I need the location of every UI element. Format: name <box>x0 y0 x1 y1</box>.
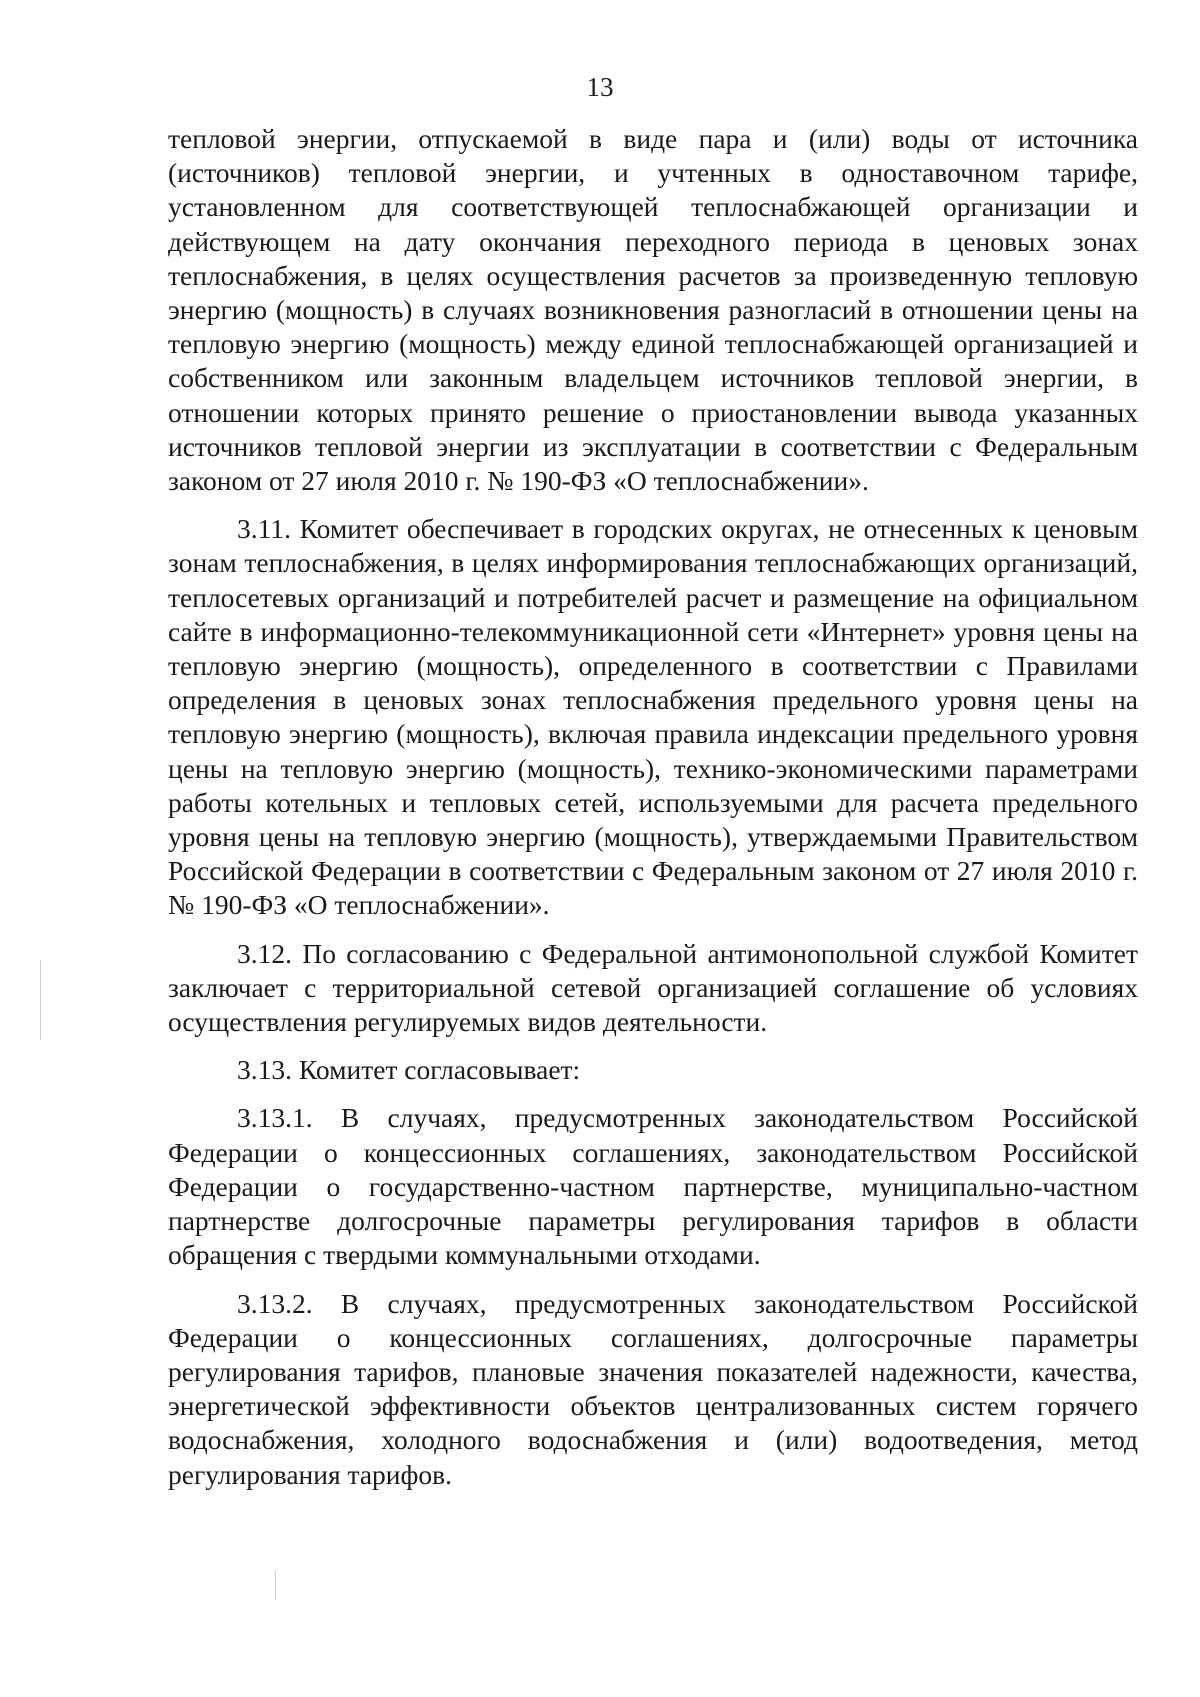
scan-edge-mark <box>275 1570 276 1600</box>
paragraph-3-13-2: 3.13.2. В случаях, предусмотренных законодательством Российской Федерации о концессионных соглашениях, долгосрочные параметры регулирования тарифов, плановые значения показателей надежности, качества, энергетической эффективности объектов централизованных систем горячего водоснабжения, холодного водоснабжения и (или) водоотведения, метод регулирования тарифов. <box>168 1287 1138 1490</box>
paragraph-continued: тепловой энергии, отпускаемой в виде пара и (или) воды от источника (источников) тепловой энергии, и учтенных в одноставочном тарифе, установленном для соответствующей теплоснабжающей организации и действующем на дату окончания переходного периода в ценовых зонах теплоснабжения, в целях осуществления расчетов за произведенную тепловую энергию (мощность) в случаях возникновения разногласий в отношении цены на тепловую энергию (мощность) между единой теплоснабжающей организацией и собственником или законным владельцем источников тепловой энергии, в отношении которых принято решение о приостановлении вывода указанных источников тепловой энергии из эксплуатации в соответствии с Федеральным законом от 27 июля 2010 г. № 190-ФЗ «О теплоснабжении». <box>168 123 1138 497</box>
paragraph-3-12: 3.12. По согласованию с Федеральной антимонопольной службой Комитет заключает с территориальной сетевой организацией соглашение об условиях осуществления регулируемых видов деятельности. <box>168 937 1138 1038</box>
paragraph-3-11: 3.11. Комитет обеспечивает в городских округах, не отнесенных к ценовым зонам теплоснабжения, в целях информирования теплоснабжающих организаций, теплосетевых организаций и потребителей расчет и размещение на официальном сайте в информационно-телекоммуникационной сети «Интернет» уровня цены на тепловую энергию (мощность), определенного в соответствии с Правилами определения в ценовых зонах теплоснабжения предельного уровня цены на тепловую энергию (мощность), включая правила индексации предельного уровня цены на тепловую энергию (мощность), технико-экономическими параметрами работы котельных и тепловых сетей, используемыми для расчета предельного уровня цены на тепловую энергию (мощность), утверждаемыми Правительством Российской Федерации в соответствии с Федеральным законом от 27 июля 2010 г. № 190-ФЗ «О теплоснабжении». <box>168 513 1138 921</box>
paragraph-3-13-1: 3.13.1. В случаях, предусмотренных законодательством Российской Федерации о концессионных соглашениях, законодательством Российской Федерации о государственно-частном партнерстве, муниципально-частном партнерстве долгосрочные параметры регулирования тарифов в области обращения с твердыми коммунальными отходами. <box>168 1102 1138 1271</box>
page-number: 13 <box>586 72 614 102</box>
document-body <box>168 122 1138 1492</box>
paragraph-3-13: 3.13. Комитет согласовывает: <box>237 1054 581 1086</box>
scan-edge-mark <box>40 960 41 1040</box>
